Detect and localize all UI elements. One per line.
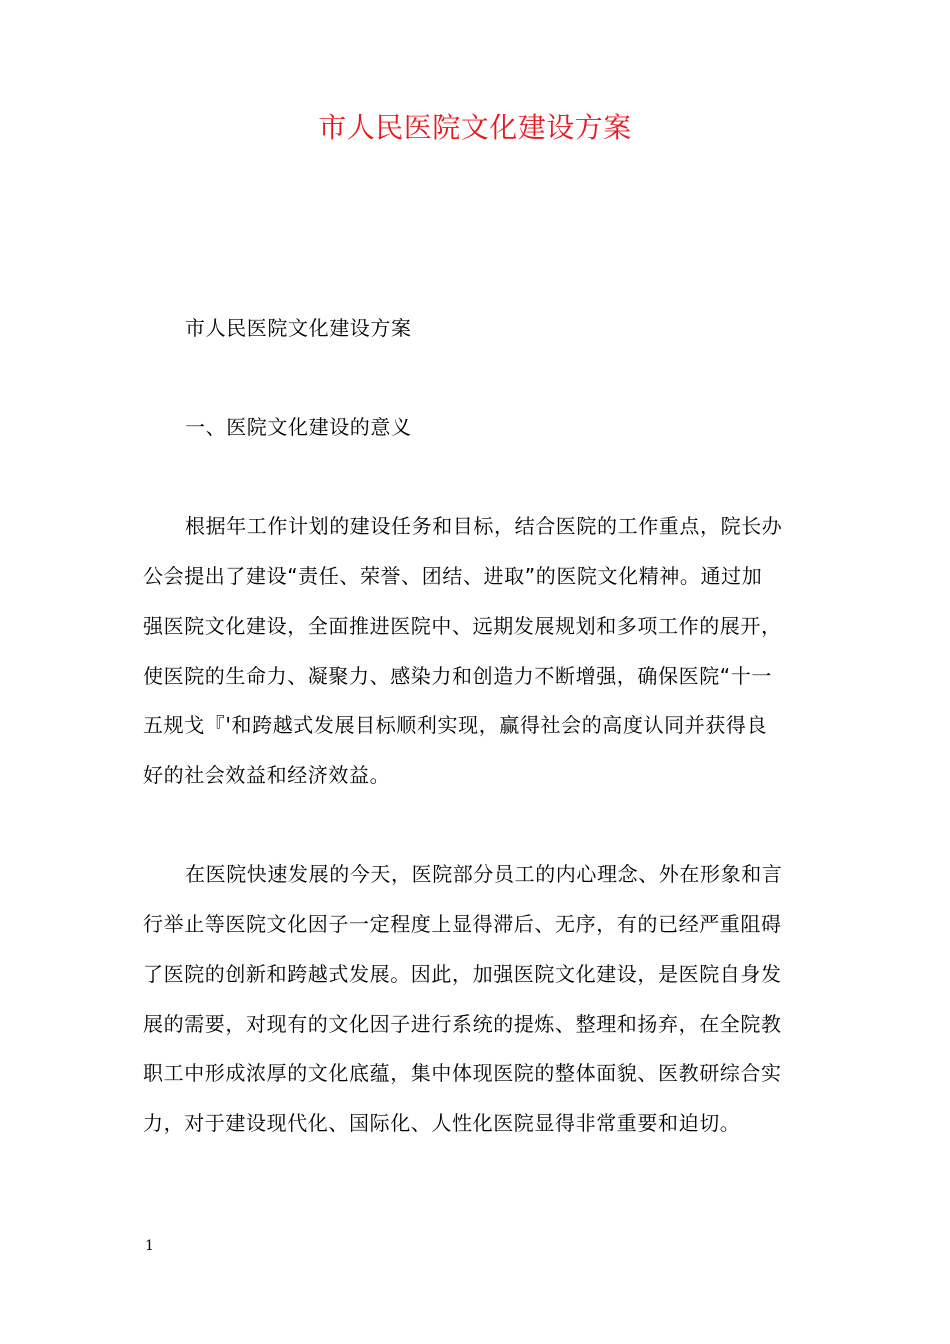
section-heading: 一、医院文化建设的意义	[185, 415, 412, 439]
document-subtitle: 市人民医院文化建设方案	[185, 316, 412, 340]
paragraph-line: 了医院的创新和跨越式发展。因此，加强医院文化建设，是医院自身发	[143, 962, 782, 986]
document-title: 市人民医院文化建设方案	[318, 111, 632, 144]
paragraph-line: 根据年工作计划的建设任务和目标，结合医院的工作重点，院长办	[185, 514, 783, 538]
paragraph-line: 职工中形成浓厚的文化底蕴，集中体现医院的整体面貌、医教研综合实	[143, 1061, 782, 1085]
paragraph-line: 公会提出了建设“责任、荣誉、团结、进取”的医院文化精神。通过加	[143, 564, 763, 588]
paragraph-line: 使医院的生命力、凝聚力、感染力和创造力不断增强，确保医院“十一	[143, 664, 772, 688]
paragraph-line: 好的社会效益和经济效益。	[143, 763, 391, 787]
paragraph-line: 在医院快速发展的今天，医院部分员工的内心理念、外在形象和言	[185, 862, 783, 886]
page-number: 1	[145, 1238, 154, 1254]
paragraph-line: 展的需要，对现有的文化因子进行系统的提炼、整理和扬弃，在全院教	[143, 1012, 782, 1036]
paragraph-line: 行举止等医院文化因子一定程度上显得滞后、无序，有的已经严重阻碍	[143, 912, 782, 936]
paragraph-line: 强医院文化建设，全面推进医院中、远期发展规划和多项工作的展开，	[143, 614, 782, 638]
paragraph-line: 力，对于建设现代化、国际化、人性化医院显得非常重要和迫切。	[143, 1111, 741, 1135]
paragraph-line: 五规戈『'和跨越式发展目标顺利实现，赢得社会的高度认同并获得良	[143, 713, 768, 737]
